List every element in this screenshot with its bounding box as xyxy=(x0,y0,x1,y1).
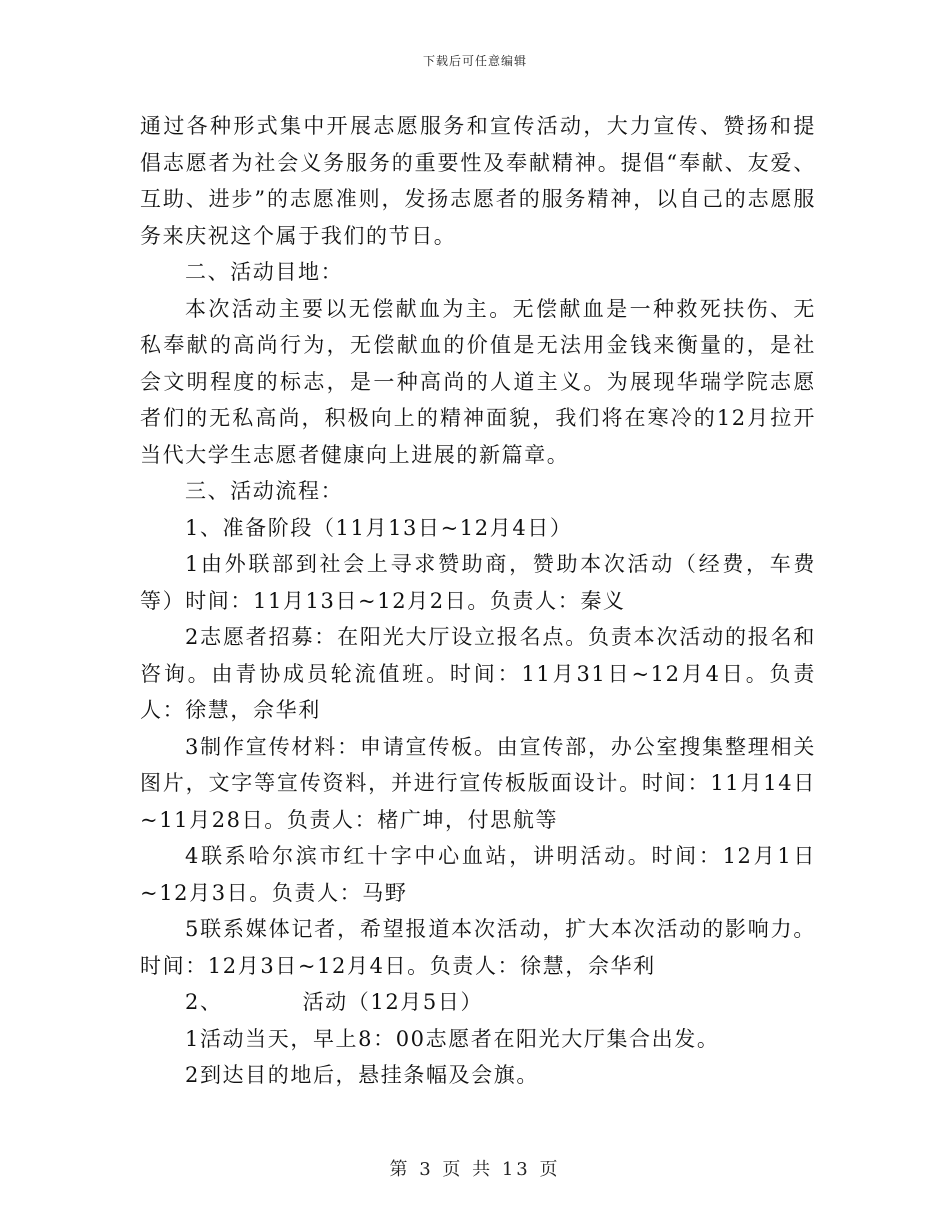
item-banners: 2到达目的地后，悬挂条幅及会旗。 xyxy=(185,1063,539,1087)
paragraph-intro: 通过各种形式集中开展志愿服务和宣传活动，大力宣传、赞扬和提倡志愿者为社会义务服务的重要性及奉献精神。提倡“奉献、友爱、互助、进步”的志愿准则，发扬志愿者的服务精神，以自己的志愿服务来庆祝这个属于我们的节日。 xyxy=(140,114,816,248)
item-publicity-materials: 3制作宣传材料：申请宣传板。由宣传部，办公室搜集整理相关图片，文字等宣传资料，并进行宣传板版面设计。时间：11月14日~11月28日。负责人：楮广坤，付思航等 xyxy=(140,734,816,832)
page-header: 下载后可任意编辑 xyxy=(422,54,527,68)
document-body xyxy=(140,108,816,1094)
paragraph-purpose: 本次活动主要以无偿献血为主。无偿献血是一种救死扶伤、无私奉献的高尚行为，无偿献血的价值是无法用金钱来衡量的，是社会文明程度的标志，是一种高尚的人道主义。为展现华瑞学院志愿者们的无私高尚，积极向上的精神面貌，我们将在寒冷的12月拉开当代大学生志愿者健康向上进展的新篇章。 xyxy=(140,296,816,467)
stage-number: 2、 xyxy=(185,990,223,1014)
item-media-contact: 5联系媒体记者，希望报道本次活动，扩大本次活动的影响力。时间：12月3日~12月4日。负责人：徐慧，佘华利 xyxy=(140,917,816,978)
item-blood-station: 4联系哈尔滨市红十字中心血站，讲明活动。时间：12月1日~12月3日。负责人：马野 xyxy=(140,844,816,905)
heading-preparation-stage: 1、准备阶段（11月13日~12月4日） xyxy=(185,515,573,540)
item-volunteer-recruitment: 2志愿者招募：在阳光大厅设立报名点。负责本次活动的报名和咨询。由青协成员轮流值班。时间：11月31日~12月4日。负责人：徐慧，佘华利 xyxy=(140,625,816,722)
stage-label: 活动（12月5日） xyxy=(302,990,484,1014)
item-sponsorship: 1由外联部到社会上寻求赞助商，赞助本次活动（经费，车费等）时间：11月13日~12月2日。负责人：秦义 xyxy=(140,552,816,613)
heading-activity-stage xyxy=(140,984,816,1021)
item-assembly: 1活动当天，早上8：00志愿者在阳光大厅集合出发。 xyxy=(185,1026,720,1051)
heading-process: 三、活动流程： xyxy=(185,479,344,503)
page-footer: 第 3 页 共 13 页 xyxy=(389,1159,561,1180)
heading-purpose: 二、活动目地： xyxy=(185,260,344,284)
